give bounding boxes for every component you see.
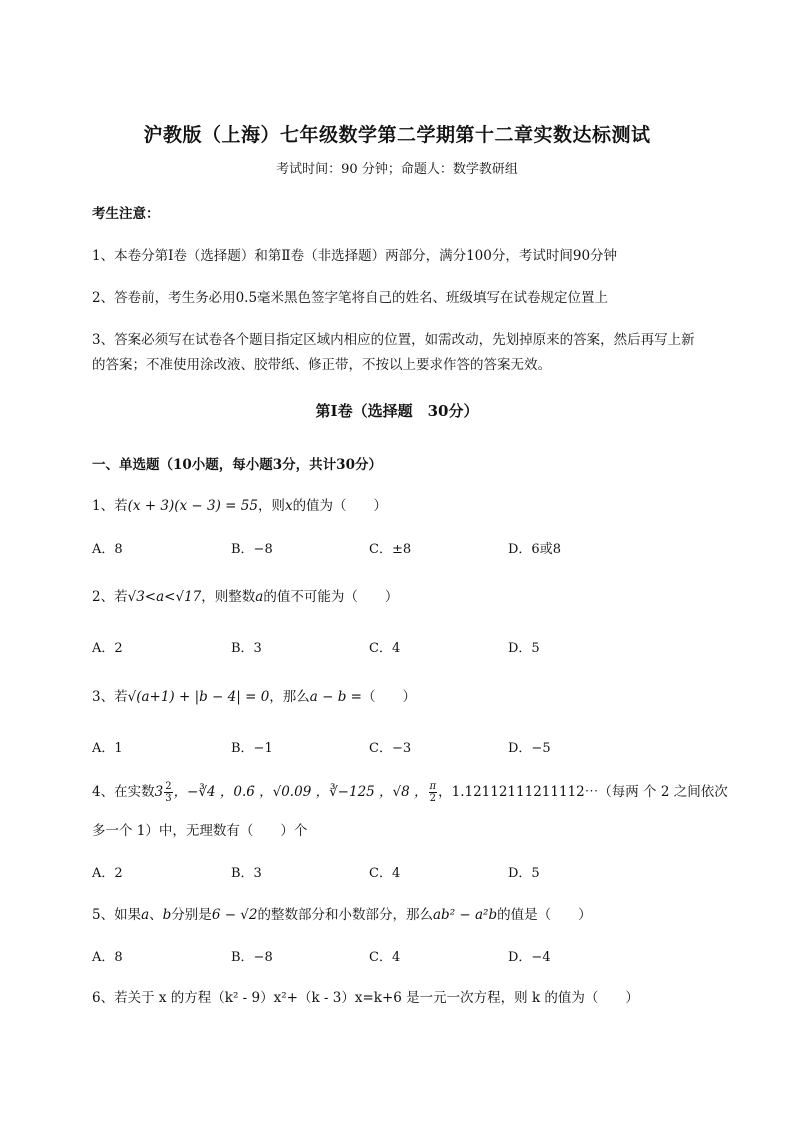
- q2-suffix-b: 的值不可能为（ ）: [263, 589, 399, 605]
- notice-item-3-line2: 的答案；不准使用涂改液、胶带纸、修正带，不按以上要求作答的答案无效。: [92, 357, 551, 373]
- q4-option-a[interactable]: A．2: [92, 866, 123, 881]
- q5-option-a[interactable]: A．8: [92, 950, 123, 965]
- q1-variable: x: [284, 498, 293, 514]
- q2-option-d[interactable]: D．5: [508, 641, 540, 656]
- q1-suffix-a: ，则: [257, 498, 285, 514]
- section-title: 第Ⅰ卷（选择题 30分）: [315, 402, 479, 420]
- q2-prefix: 2、若: [92, 589, 128, 605]
- q1-option-d[interactable]: D．6或8: [508, 542, 561, 557]
- q2-lt-1: <: [144, 589, 157, 605]
- q4-tail: ，1.12112111211112⋯（每两 个 2 之间依次: [438, 784, 728, 800]
- part-heading: 一、单选题（10小题，每小题3分，共计30分）: [92, 457, 382, 473]
- q2-sqrt-17: √17: [175, 589, 202, 605]
- q3-suffix-a: ，那么: [269, 689, 310, 705]
- q4-pi-fraction: [429, 781, 438, 804]
- q4-pi-den: 2: [429, 793, 436, 804]
- q4-fraction-num: 2: [165, 781, 172, 792]
- q4-option-d[interactable]: D．5: [508, 866, 540, 881]
- q5-expression: 6 − √2: [211, 907, 258, 923]
- notice-heading: 考生注意：: [92, 206, 160, 222]
- q3-option-b[interactable]: B．−1: [231, 741, 273, 756]
- q1-equation: (x + 3)(x − 3) = 55: [127, 498, 258, 514]
- q5-option-c[interactable]: C．4: [369, 950, 401, 965]
- q1-option-b[interactable]: B．−8: [231, 542, 273, 557]
- q4-prefix: 4、在实数: [92, 784, 155, 800]
- q2-lt-2: <: [164, 589, 176, 605]
- q1-option-a[interactable]: A．8: [92, 542, 123, 557]
- question-1: [92, 494, 387, 514]
- q5-text-b: 分别是: [171, 907, 212, 923]
- q5-sep: 、: [149, 907, 163, 923]
- question-3: [92, 685, 416, 705]
- q2-option-a[interactable]: A．2: [92, 641, 123, 656]
- q5-text-c: 的整数部分和小数部分，那么: [257, 907, 433, 923]
- question-4-line2: 多一个 1）中，无理数有（ ）个: [92, 823, 308, 839]
- q5-var-a: a: [141, 907, 150, 923]
- q4-fraction-den: 3: [165, 793, 172, 804]
- q3-option-c[interactable]: C．−3: [369, 741, 412, 756]
- q5-text-a: 5、如果: [92, 907, 142, 923]
- q3-suffix-b: （ ）: [361, 689, 416, 705]
- q2-sqrt-3: √3: [127, 589, 145, 605]
- q2-suffix-a: ，则整数: [201, 589, 256, 605]
- q1-prefix: 1、若: [92, 498, 128, 514]
- q4-pi-num: π: [429, 781, 437, 792]
- question-6: 6、若关于 x 的方程（k² - 9）x²+（k - 3）x=k+6 是一元一次方程，则 k 的值为（ ）: [92, 990, 639, 1006]
- q2-option-b[interactable]: B．3: [231, 641, 262, 656]
- q3-expression: a − b =: [309, 689, 362, 705]
- q2-option-c[interactable]: C．4: [369, 641, 401, 656]
- q3-option-d[interactable]: D．−5: [508, 741, 551, 756]
- notice-item-2: 2、答卷前，考生务必用0.5毫米黑色签字笔将自己的姓名、班级填写在试卷规定位置上: [92, 290, 609, 306]
- q5-text-d: 的值是（ ）: [497, 907, 592, 923]
- q5-var-b: b: [162, 907, 172, 923]
- q3-option-a[interactable]: A．1: [92, 741, 123, 756]
- q4-number-list: ，−∛4 ，0.6̇ ，√0.09 ，∛−125 ，√8 ，: [173, 784, 428, 800]
- q3-equation: √(a+1) + |b − 4| = 0: [127, 689, 270, 705]
- question-4: [92, 780, 728, 804]
- q5-option-d[interactable]: D．−4: [508, 950, 551, 965]
- q1-suffix-b: 的值为（ ）: [292, 498, 388, 514]
- q4-option-b[interactable]: B．3: [231, 866, 262, 881]
- q1-option-c[interactable]: C．±8: [369, 542, 412, 557]
- q4-option-c[interactable]: C．4: [369, 866, 401, 881]
- question-5: [92, 903, 592, 923]
- q2-variable-2: a: [255, 589, 264, 605]
- q4-fraction: [164, 781, 172, 804]
- q5-expression-2: ab² − a²b: [433, 907, 498, 923]
- q5-option-b[interactable]: B．−8: [231, 950, 273, 965]
- question-2: [92, 585, 398, 605]
- q3-prefix: 3、若: [92, 689, 128, 705]
- notice-item-1: 1、本卷分第Ⅰ卷（选择题）和第Ⅱ卷（非选择题）两部分，满分100分，考试时间90分钟: [92, 248, 618, 264]
- notice-item-3-line1: 3、答案必须写在试卷各个题目指定区域内相应的位置，如需改动，先划掉原来的答案，然后再写上新: [92, 332, 695, 348]
- q2-variable: a: [156, 589, 165, 605]
- exam-info: 考试时间：90 分钟；命题人：数学教研组: [276, 162, 518, 177]
- page-title: 沪教版（上海）七年级数学第二学期第十二章实数达标测试: [143, 124, 651, 146]
- q4-mixed-whole: 3: [154, 784, 164, 800]
